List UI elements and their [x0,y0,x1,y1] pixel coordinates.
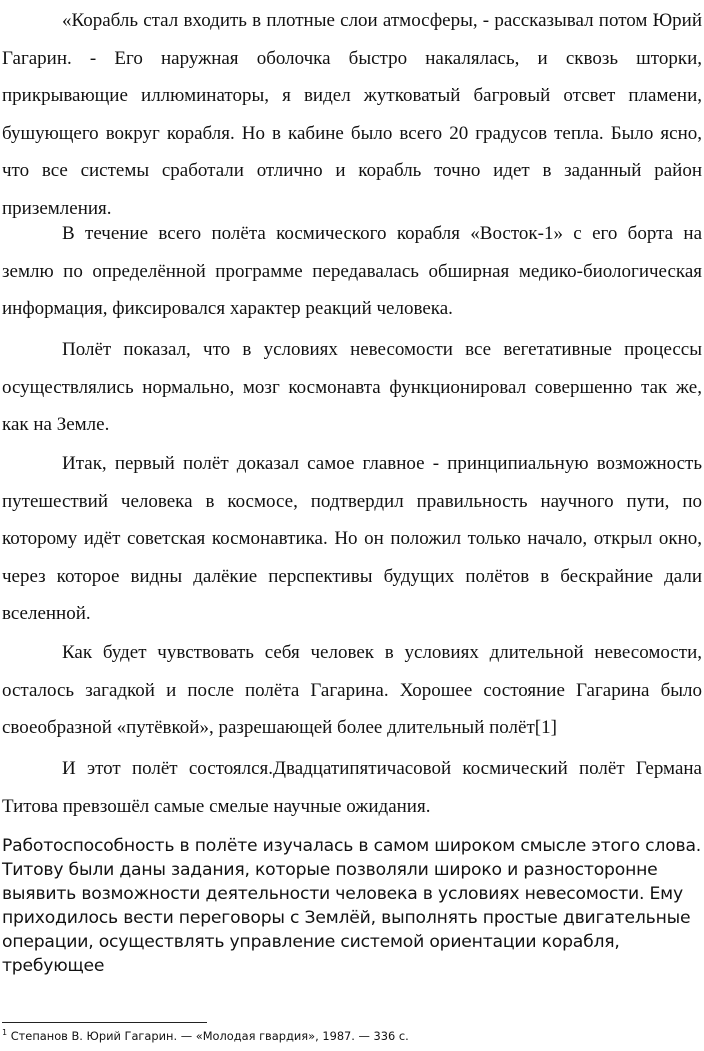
paragraph-work-capacity: Работоспособность в полёте изучалась в самом широком смысле этого слова. Титову были даны задания, которые позволяли широко и разносторонне выявить возможности деятельности человека в условиях невесомости. Ему приходилось вести переговоры с Землёй, выполнять простые двигательные операции, осуществлять управление системой ориентации корабля, требующее [2,836,702,976]
paragraph-vostok-flight-data: В течение всего полёта космического корабля «Восток-1» с его борта на землю по определённой программе передавалась обширная медико-биологическая информация, фиксировался характер реакций человека. [2,223,702,319]
paragraph-weightlessness-results: Полёт показал, что в условиях невесомости все вегетативные процессы осуществлялись нормально, мозг космонавта функционировал совершенно так же, как на Земле. [2,339,702,435]
paragraph-first-flight-conclusion: Итак, первый полёт доказал самое главное - принципиальную возможность путешествий человека в космосе, подтвердил правильность научного пути, по которому идёт советская космонавтика. Но он положил только начало, открыл окно, через которое видны далёкие перспективы будущих полётов в бескрайние дали вселенной. [2,453,702,624]
footnote-separator [2,1022,207,1023]
paragraph-long-weightlessness: Как будет чувствовать себя человек в условиях длительной невесомости, осталось загадкой и после полёта Гагарина. Хорошее состояние Гагарина было своеобразной «путёвкой», разрешающей более длительный полёт[1] [2,642,702,738]
paragraph-gagarin-quote: «Корабль стал входить в плотные слои атмосферы, - рассказывал потом Юрий Гагарин. - Его наружная оболочка быстро накалялась, и сквозь шторки, прикрывающие иллюминаторы, я видел жутковатый багровый отсвет пламени, бушующего вокруг корабля. Но в кабине было всего 20 градусов тепла. Было ясно, что все системы сработали отлично и корабль точно идет в заданный район приземления. [2,10,702,219]
footnote [2,1026,702,1046]
footnote-marker: 1 [2,1028,8,1038]
footnote-text: Степанов В. Юрий Гагарин. — «Молодая гвардия», 1987. — 336 с. [10,1029,409,1043]
paragraph-titov-flight: И этот полёт состоялся.Двадцатипятичасовой космический полёт Германа Титова превзошёл самые смелые научные ожидания. [2,758,702,817]
